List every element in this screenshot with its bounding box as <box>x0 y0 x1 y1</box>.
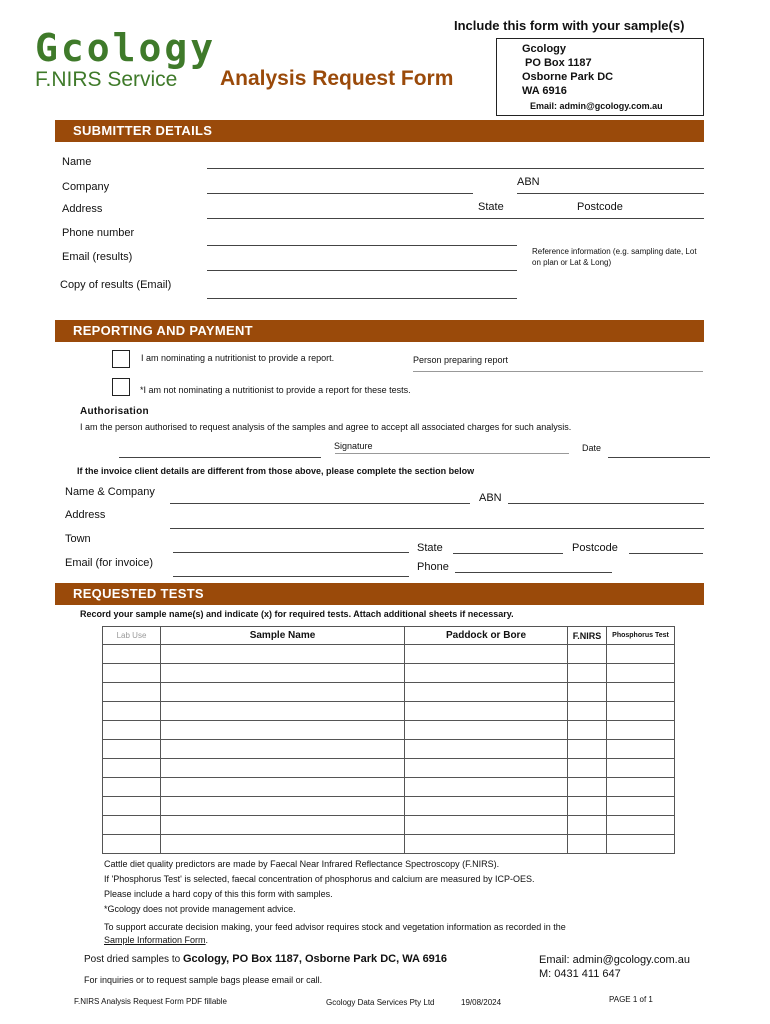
sample-name-cell[interactable] <box>161 778 405 797</box>
contact-email-header: Email: admin@gcology.com.au <box>530 101 663 111</box>
invoice-state-label: State <box>417 542 443 554</box>
lab-use-cell[interactable] <box>103 740 161 759</box>
fnirs-cell[interactable] <box>568 740 607 759</box>
invoice-postcode-label: Postcode <box>572 542 618 554</box>
post-address: Gcology, PO Box 1187, Osborne Park DC, WA 6916 <box>182 953 448 965</box>
fnirs-cell[interactable] <box>568 759 607 778</box>
paddock-bore-cell[interactable] <box>405 740 568 759</box>
brand-logo: Gcology <box>35 26 217 70</box>
lab-use-cell[interactable] <box>103 664 161 683</box>
service-name: F.NIRS Service <box>35 68 178 91</box>
table-row <box>103 778 675 797</box>
state-label: State <box>478 201 504 213</box>
paddock-bore-cell[interactable] <box>405 721 568 740</box>
footer-company: Gcology Data Services Pty Ltd <box>326 998 435 1007</box>
notes-block <box>104 857 535 917</box>
fnirs-cell[interactable] <box>568 683 607 702</box>
sample-name-cell[interactable] <box>161 759 405 778</box>
paddock-bore-cell[interactable] <box>405 664 568 683</box>
lab-use-cell[interactable] <box>103 683 161 702</box>
fnirs-cell[interactable] <box>568 816 607 835</box>
lab-use-cell[interactable] <box>103 816 161 835</box>
phone-field[interactable] <box>207 245 517 246</box>
copy-results-label: Copy of results (Email) <box>60 279 172 291</box>
not-nominating-checkbox[interactable] <box>112 378 130 396</box>
reference-info-label: Reference information (e.g. sampling date, Lot on plan or Lat & Long) <box>532 247 697 267</box>
email-results-label: Email (results) <box>62 251 133 263</box>
footer-page: PAGE 1 of 1 <box>609 995 653 1004</box>
sample-info-form-link[interactable]: Sample Information Form <box>104 935 206 945</box>
abn-label: ABN <box>517 176 540 188</box>
contact-phone: M: 0431 411 647 <box>539 968 621 980</box>
tests-instruction: Record your sample name(s) and indicate (x) for required tests. Attach additional sheets if necessary. <box>80 609 514 619</box>
lab-use-cell[interactable] <box>103 702 161 721</box>
table-row <box>103 797 675 816</box>
note-line: Please include a hard copy of this this form with samples. <box>104 889 333 899</box>
paddock-bore-cell[interactable] <box>405 702 568 721</box>
signature-underline <box>335 453 569 454</box>
invoice-email-label: Email (for invoice) <box>65 557 154 569</box>
lab-use-cell[interactable] <box>103 759 161 778</box>
invoice-phone-label: Phone <box>417 561 449 573</box>
lab-use-cell[interactable] <box>103 835 161 854</box>
sample-name-cell[interactable] <box>161 664 405 683</box>
name-label: Name <box>62 156 92 168</box>
lab-use-cell[interactable] <box>103 645 161 664</box>
signature-field[interactable] <box>119 457 321 458</box>
sample-name-cell[interactable] <box>161 721 405 740</box>
phosphorus-cell[interactable] <box>607 816 675 835</box>
company-field[interactable] <box>207 193 473 194</box>
invoice-name-company-label: Name & Company <box>65 486 155 498</box>
nominating-label: I am nominating a nutritionist to provide a report. <box>141 353 335 363</box>
phosphorus-cell[interactable] <box>607 740 675 759</box>
invoice-state-field[interactable] <box>453 553 563 554</box>
paddock-bore-cell[interactable] <box>405 683 568 702</box>
invoice-note: If the invoice client details are different from those above, please complete the section below <box>77 466 475 476</box>
tests-header-row <box>103 627 675 645</box>
date-label: Date <box>582 443 602 453</box>
fnirs-cell[interactable] <box>568 664 607 683</box>
footer-date: 19/08/2024 <box>461 998 502 1007</box>
name-field[interactable] <box>207 168 704 169</box>
signature-label: Signature <box>334 441 373 451</box>
paddock-bore-cell[interactable] <box>405 645 568 664</box>
lab-use-cell[interactable] <box>103 778 161 797</box>
paddock-bore-cell[interactable] <box>405 759 568 778</box>
person-preparing-label: Person preparing report <box>413 355 509 365</box>
authorisation-heading: Authorisation <box>80 406 149 417</box>
paddock-bore-cell[interactable] <box>405 778 568 797</box>
sample-name-cell[interactable] <box>161 683 405 702</box>
advisor-note: To support accurate decision making, your feed advisor requires stock and vegetation information as recorded in the Sample Information Form. <box>104 922 566 945</box>
fnirs-cell[interactable] <box>568 721 607 740</box>
fnirs-cell[interactable] <box>568 835 607 854</box>
col-sample-name: Sample Name <box>161 627 405 645</box>
col-fnirs: F.NIRS <box>568 627 607 645</box>
date-field[interactable] <box>608 457 710 458</box>
address-field[interactable] <box>207 218 704 219</box>
submitter-section-title: SUBMITTER DETAILS <box>55 120 704 142</box>
table-row <box>103 683 675 702</box>
fnirs-cell[interactable] <box>568 797 607 816</box>
tests-table <box>102 626 675 854</box>
sample-name-cell[interactable] <box>161 645 405 664</box>
post-prefix: Post dried samples to <box>84 954 183 965</box>
phone-label: Phone number <box>62 227 135 239</box>
footer-form-name: F.NIRS Analysis Request Form PDF fillable <box>74 997 227 1006</box>
lab-use-cell[interactable] <box>103 797 161 816</box>
address-label: Address <box>62 203 103 215</box>
note-line: Cattle diet quality predictors are made by Faecal Near Infrared Reflectance Spectroscopy (F.NIRS). <box>104 859 500 869</box>
sample-name-cell[interactable] <box>161 816 405 835</box>
contact-details <box>539 953 690 981</box>
nominating-checkbox[interactable] <box>112 350 130 368</box>
fnirs-cell[interactable] <box>568 645 607 664</box>
table-row <box>103 702 675 721</box>
sample-name-cell[interactable] <box>161 702 405 721</box>
top-note: Include this form with your sample(s) <box>454 18 685 33</box>
postal-address: Gcology PO Box 1187 Osborne Park DC WA 6916 <box>522 43 614 97</box>
sample-name-cell[interactable] <box>161 797 405 816</box>
note-line: If 'Phosphorus Test' is selected, faecal concentration of phosphorus and calcium are measured by ICP-OES. <box>104 874 535 884</box>
phosphorus-cell[interactable] <box>607 683 675 702</box>
note-line: *Gcology does not provide management advice. <box>104 904 296 914</box>
invoice-name-company-field[interactable] <box>170 503 470 504</box>
invoice-address-field[interactable] <box>170 528 704 529</box>
invoice-address-label: Address <box>65 509 106 521</box>
contact-email: Email: admin@gcology.com.au <box>539 954 690 966</box>
tests-section-title: REQUESTED TESTS <box>55 583 704 605</box>
table-row <box>103 835 675 854</box>
postcode-label: Postcode <box>577 201 623 213</box>
company-label: Company <box>62 181 110 193</box>
invoice-phone-field[interactable] <box>455 572 612 573</box>
phosphorus-cell[interactable] <box>607 835 675 854</box>
table-row <box>103 816 675 835</box>
fnirs-cell[interactable] <box>568 778 607 797</box>
invoice-email-field[interactable] <box>173 576 409 577</box>
authorisation-text: I am the person authorised to request analysis of the samples and agree to accept all associated charges for such analysis. <box>80 422 572 432</box>
lab-use-cell[interactable] <box>103 721 161 740</box>
phosphorus-cell[interactable] <box>607 759 675 778</box>
invoice-abn-label: ABN <box>479 492 502 504</box>
advisor-text: To support accurate decision making, your feed advisor requires stock and vegetation information as recorded in the <box>104 922 566 932</box>
post-note <box>84 953 447 965</box>
not-nominating-label: *I am not nominating a nutritionist to provide a report for these tests. <box>140 385 411 395</box>
sample-name-cell[interactable] <box>161 740 405 759</box>
invoice-town-label: Town <box>65 533 91 545</box>
phosphorus-cell[interactable] <box>607 778 675 797</box>
sample-name-cell[interactable] <box>161 835 405 854</box>
abn-field[interactable] <box>517 193 704 194</box>
col-paddock-bore: Paddock or Bore <box>405 627 568 645</box>
address-box <box>496 38 704 116</box>
phosphorus-cell[interactable] <box>607 702 675 721</box>
copy-results-field[interactable] <box>207 298 517 299</box>
paddock-bore-cell[interactable] <box>405 797 568 816</box>
table-row <box>103 664 675 683</box>
phosphorus-cell[interactable] <box>607 664 675 683</box>
email-results-field[interactable] <box>207 270 517 271</box>
reporting-section-title: REPORTING AND PAYMENT <box>55 320 704 342</box>
phosphorus-cell[interactable] <box>607 797 675 816</box>
table-row <box>103 721 675 740</box>
form-title: Analysis Request Form <box>220 67 454 90</box>
phosphorus-cell[interactable] <box>607 721 675 740</box>
table-row <box>103 740 675 759</box>
invoice-town-field[interactable] <box>173 552 409 553</box>
person-preparing-field[interactable] <box>413 371 703 372</box>
col-lab-use: Lab Use <box>103 627 161 645</box>
invoice-postcode-field[interactable] <box>629 553 703 554</box>
phosphorus-cell[interactable] <box>607 645 675 664</box>
inquiries-note: For inquiries or to request sample bags please email or call. <box>84 975 323 985</box>
fnirs-cell[interactable] <box>568 702 607 721</box>
table-row <box>103 759 675 778</box>
table-row <box>103 645 675 664</box>
paddock-bore-cell[interactable] <box>405 816 568 835</box>
invoice-abn-field[interactable] <box>508 503 704 504</box>
paddock-bore-cell[interactable] <box>405 835 568 854</box>
col-phosphorus: Phosphorus Test <box>607 627 675 645</box>
